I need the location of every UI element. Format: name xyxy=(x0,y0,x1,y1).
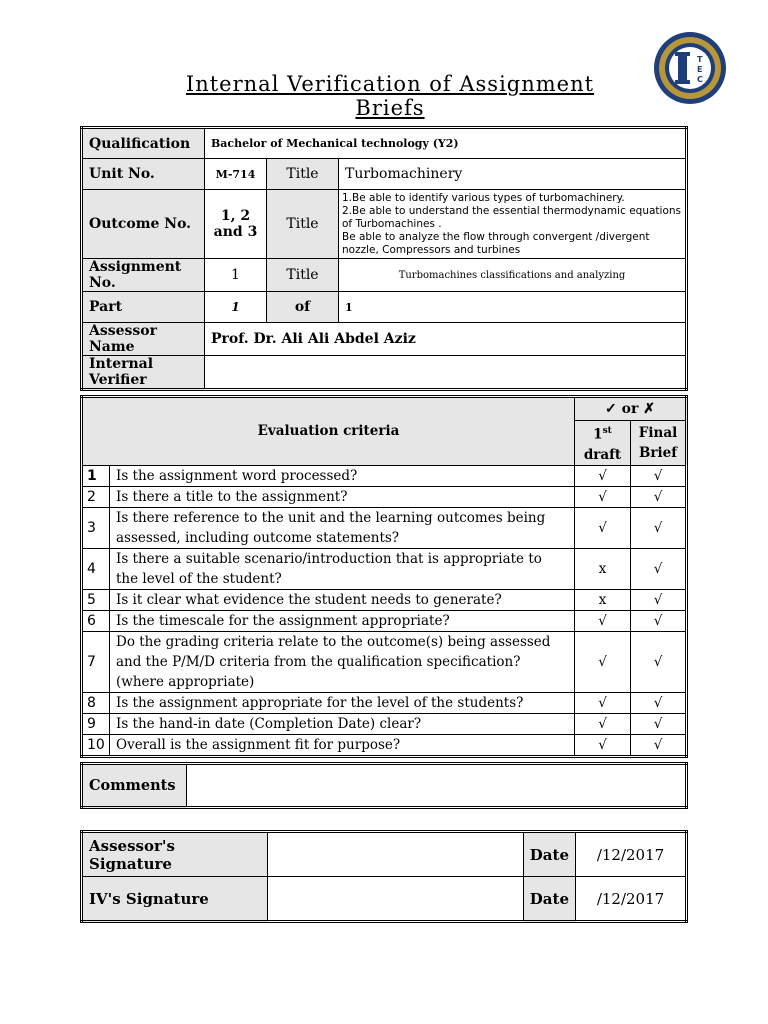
institution-logo xyxy=(652,30,728,106)
criteria-question: Is the assignment word processed? xyxy=(110,465,575,486)
criteria-final-brief: √ xyxy=(631,486,687,507)
criteria-row xyxy=(82,713,687,734)
criteria-number: 7 xyxy=(82,631,110,692)
svg-text:T: T xyxy=(697,55,703,64)
assessor-date-value[interactable]: /12/2017 xyxy=(576,832,687,877)
iv-signature-field[interactable] xyxy=(268,877,524,922)
svg-text:E: E xyxy=(697,65,703,74)
assignment-title-label: Title xyxy=(267,259,339,292)
internal-verifier-value[interactable] xyxy=(205,356,687,390)
iv-signature-label: IV's Signature xyxy=(82,877,268,922)
comments-label: Comments xyxy=(82,764,187,808)
criteria-number: 4 xyxy=(82,548,110,589)
assignment-title-value: Turbomachines classifications and analyzing xyxy=(339,259,687,292)
criteria-first-draft: √ xyxy=(575,692,631,713)
criteria-final-brief: √ xyxy=(631,548,687,589)
assessor-label: Assessor Name xyxy=(82,323,205,356)
criteria-first-draft: √ xyxy=(575,631,631,692)
criteria-question: Is there reference to the unit and the learning outcomes being assessed, including outcome statements? xyxy=(110,507,575,548)
criteria-row xyxy=(82,465,687,486)
criteria-number: 1 xyxy=(82,465,110,486)
criteria-question: Do the grading criteria relate to the outcome(s) being assessed and the P/M/D criteria from the qualification specification? (where appropriate) xyxy=(110,631,575,692)
criteria-final-brief: √ xyxy=(631,713,687,734)
unit-no-label: Unit No. xyxy=(82,159,205,190)
criteria-number: 9 xyxy=(82,713,110,734)
assessor-value: Prof. Dr. Ali Ali Abdel Aziz xyxy=(205,323,687,356)
tick-or-cross-header: ✓ or ✗ xyxy=(575,397,687,421)
criteria-first-draft: √ xyxy=(575,465,631,486)
criteria-first-draft: √ xyxy=(575,610,631,631)
outcome-title-label: Title xyxy=(267,190,339,259)
criteria-number: 8 xyxy=(82,692,110,713)
final-brief-header: Final Brief xyxy=(631,421,687,466)
criteria-row xyxy=(82,631,687,692)
criteria-first-draft: √ xyxy=(575,734,631,756)
criteria-row xyxy=(82,610,687,631)
criteria-number: 3 xyxy=(82,507,110,548)
criteria-question: Is there a suitable scenario/introduction that is appropriate to the level of the student? xyxy=(110,548,575,589)
unit-title-value: Turbomachinery xyxy=(339,159,687,190)
first-draft-main: 1 xyxy=(593,426,603,443)
first-draft-header xyxy=(575,421,631,466)
first-draft-sup: st xyxy=(602,426,612,436)
criteria-number: 2 xyxy=(82,486,110,507)
criteria-row xyxy=(82,692,687,713)
qualification-label: Qualification xyxy=(82,128,205,159)
criteria-first-draft: √ xyxy=(575,507,631,548)
criteria-final-brief: √ xyxy=(631,589,687,610)
criteria-question: Is it clear what evidence the student needs to generate? xyxy=(110,589,575,610)
criteria-row xyxy=(82,507,687,548)
iv-date-label: Date xyxy=(523,877,575,922)
criteria-number: 5 xyxy=(82,589,110,610)
outcome-text-1: 1.Be able to identify various types of turbomachinery. xyxy=(342,191,625,204)
criteria-row xyxy=(82,486,687,507)
outcome-label: Outcome No. xyxy=(82,190,205,259)
criteria-question: Is the assignment appropriate for the level of the students? xyxy=(110,692,575,713)
part-label: Part xyxy=(82,292,205,323)
evaluation-criteria-table xyxy=(80,395,688,758)
criteria-final-brief: √ xyxy=(631,734,687,756)
unit-no-value: M-714 xyxy=(205,159,267,190)
criteria-number: 10 xyxy=(82,734,110,756)
of-label: of xyxy=(267,292,339,323)
criteria-question: Is the hand-in date (Completion Date) clear? xyxy=(110,713,575,734)
outcome-value: 1, 2 and 3 xyxy=(205,190,267,259)
criteria-question: Overall is the assignment fit for purpose? xyxy=(110,734,575,756)
assignment-info-table xyxy=(80,126,688,391)
criteria-first-draft: √ xyxy=(575,713,631,734)
comments-table xyxy=(80,762,688,809)
criteria-row xyxy=(82,589,687,610)
criteria-final-brief: √ xyxy=(631,465,687,486)
page-title: Internal Verification of Assignment Briefs xyxy=(185,72,595,120)
part-value: 1 xyxy=(205,292,267,323)
assessor-signature-field[interactable] xyxy=(268,832,524,877)
criteria-final-brief: √ xyxy=(631,692,687,713)
outcome-text-2: 2.Be able to understand the essential thermodynamic equations of Turbomachines . xyxy=(342,204,681,230)
of-value: 1 xyxy=(339,292,687,323)
criteria-row xyxy=(82,734,687,756)
iv-date-value[interactable]: /12/2017 xyxy=(576,877,687,922)
signatures-table xyxy=(80,830,688,923)
criteria-row xyxy=(82,548,687,589)
evaluation-criteria-heading: Evaluation criteria xyxy=(82,397,575,466)
criteria-rows xyxy=(82,465,687,756)
assignment-no-label: Assignment No. xyxy=(82,259,205,292)
qualification-value: Bachelor of Mechanical technology (Y2) xyxy=(205,128,687,159)
criteria-final-brief: √ xyxy=(631,507,687,548)
outcome-texts xyxy=(339,190,687,259)
first-draft-rest: draft xyxy=(583,446,622,463)
criteria-first-draft: x xyxy=(575,589,631,610)
assessor-signature-label: Assessor's Signature xyxy=(82,832,268,877)
internal-verifier-label: Internal Verifier xyxy=(82,356,205,390)
outcome-text-3: Be able to analyze the flow through convergent /divergent nozzle, Compressors and turbines xyxy=(342,230,650,256)
criteria-final-brief: √ xyxy=(631,610,687,631)
comments-field[interactable] xyxy=(187,764,687,808)
assessor-date-label: Date xyxy=(523,832,575,877)
unit-title-label: Title xyxy=(267,159,339,190)
criteria-first-draft: x xyxy=(575,548,631,589)
criteria-question: Is there a title to the assignment? xyxy=(110,486,575,507)
svg-text:C: C xyxy=(697,75,703,84)
criteria-final-brief: √ xyxy=(631,631,687,692)
criteria-first-draft: √ xyxy=(575,486,631,507)
criteria-question: Is the timescale for the assignment appropriate? xyxy=(110,610,575,631)
assignment-no-value: 1 xyxy=(205,259,267,292)
criteria-number: 6 xyxy=(82,610,110,631)
